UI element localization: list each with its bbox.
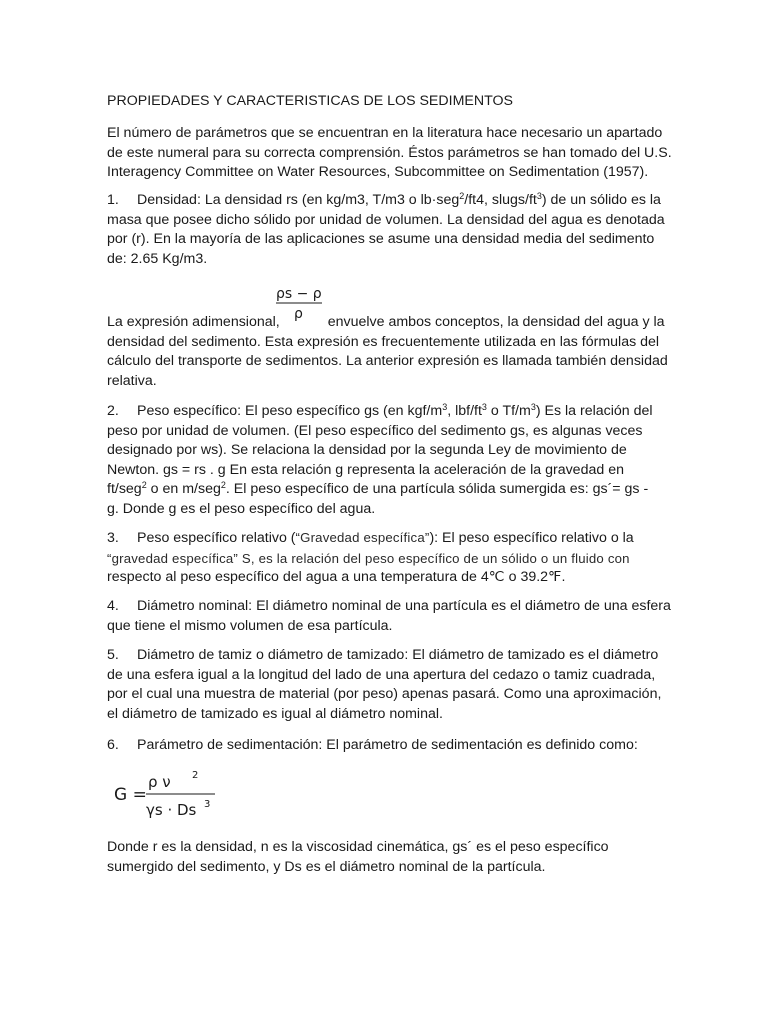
text-line	[107, 528, 667, 549]
text-line	[107, 313, 667, 333]
formula-numerator: ρ ν	[148, 773, 171, 791]
item-number: 1.	[107, 192, 119, 208]
superscript: 2	[141, 480, 147, 490]
text-line: relativa.	[107, 372, 157, 389]
text-line: de una esfera igual a la longitud del lado de una apertura del cedazo o tamiz cuadrada,	[107, 666, 656, 683]
text-line: Newton. gs = rs . g En esta relación g representa la aceleración de la gravedad en	[107, 461, 624, 478]
text-line: sumergido del sedimento, y Ds es el diámetro nominal de la partícula.	[107, 858, 546, 875]
superscript: 3	[530, 402, 536, 412]
formula-lhs: G =	[114, 785, 147, 805]
text-line: de: 2.65 Kg/m3.	[107, 250, 208, 267]
superscript: 3	[481, 402, 487, 412]
text-line	[107, 402, 667, 422]
text-line: respecto al peso específico del agua a una temperatura de 4℃ o 39.2℉.	[107, 569, 566, 585]
text-line	[107, 736, 667, 756]
formula-denominator-exponent: 3	[204, 799, 211, 810]
paragraph-text: envuelve ambos conceptos, la densidad del agua y la	[327, 314, 665, 330]
item-sedimentation-parameter	[107, 736, 667, 756]
item-text: Peso específico relativo (	[137, 530, 296, 546]
item-number: 2.	[107, 403, 119, 419]
item-number: 6.	[107, 737, 119, 753]
text-line: de este numeral para su correcta comprensión. Éstos parámetros se han tomado del U.S.	[107, 144, 672, 161]
paragraph-text: La expresión adimensional,	[107, 314, 280, 330]
text-line: El número de parámetros que se encuentran en la literatura hace necesario un apartado	[107, 125, 663, 141]
item-number: 4.	[107, 598, 119, 614]
item-text: ): El peso específico relativo o la	[429, 530, 634, 546]
text-line: por el cual una muestra de material (por peso) apenas pasará. Como una aproximación,	[107, 686, 662, 702]
item-text: /ft4, slugs/ft	[464, 192, 537, 208]
text-line: por (r). En la mayoría de las aplicaciones se asume una densidad media del sedimento	[107, 231, 655, 247]
item-sieve-diameter	[107, 646, 667, 724]
text-line	[107, 191, 667, 211]
text-line	[107, 480, 667, 500]
item-text: ft/seg	[107, 481, 142, 497]
text-line: cálculo del transporte de sedimentos. La anterior expresión es llamada también densidad	[107, 353, 668, 369]
adimensional-paragraph	[107, 313, 667, 391]
item-text: ) de un sólido es la	[541, 192, 661, 208]
text-line: el diámetro de tamizado es igual al diámetro nominal.	[107, 705, 443, 722]
superscript: 3	[442, 402, 448, 412]
text-line: masa que posee dicho sólido por unidad de volumen. La densidad del agua es denotada	[107, 211, 665, 228]
superscript: 2	[220, 480, 226, 490]
item-relative-specific-weight	[107, 528, 667, 588]
superscript: 2	[459, 191, 465, 201]
closing-paragraph	[107, 838, 667, 877]
item-specific-weight	[107, 402, 667, 519]
item-text: “Gravedad específica”	[295, 530, 430, 545]
item-number: 5.	[107, 647, 119, 663]
item-density	[107, 191, 667, 269]
formula-denominator: γs · Ds	[146, 801, 197, 819]
item-text: o Tf/m	[486, 403, 531, 419]
superscript: 3	[536, 191, 542, 201]
text-line: que tiene el mismo volumen de esa partícula.	[107, 617, 393, 634]
item-text: Densidad: La densidad rs (en kg/m3, T/m3 o lb·seg	[137, 192, 460, 208]
intro-paragraph	[107, 124, 672, 183]
item-text: . El peso específico de una partícula sólida sumergida es: gs´= gs -	[225, 481, 649, 497]
text-line: Donde r es la densidad, n es la viscosidad cinemática, gs´ es el peso específico	[107, 839, 609, 855]
text-line: g. Donde g es el peso específico del agua.	[107, 500, 376, 517]
text-line	[107, 597, 671, 617]
formula-numerator-exponent: 2	[192, 770, 199, 781]
item-text: Peso específico: El peso específico gs (en kgf/m	[137, 403, 443, 419]
fraction-denominator: ρ	[294, 306, 303, 322]
text-line: “gravedad específica” S, es la relación del peso específico de un sólido o un fluido con	[107, 550, 630, 566]
item-text: ) Es la relación del	[535, 403, 653, 419]
document-title: PROPIEDADES Y CARACTERISTICAS DE LOS SEDIMENTOS	[107, 93, 514, 109]
item-text: , lbf/ft	[447, 403, 482, 419]
text-line: designado por ws). Se relaciona la densidad por la segunda Ley de movimiento de	[107, 442, 627, 458]
text-line: Interagency Committee on Water Resources, Subcommittee on Sedimentation (1957).	[107, 164, 649, 180]
item-text: Diámetro de tamiz o diámetro de tamizado: El diámetro de tamizado es el diámetro	[137, 647, 659, 663]
item-nominal-diameter	[107, 597, 671, 636]
item-text: Diámetro nominal: El diámetro nominal de una partícula es el diámetro de una esfera	[137, 598, 671, 614]
item-text: Parámetro de sedimentación: El parámetro de sedimentación es definido como:	[137, 737, 638, 753]
fraction-numerator: ρs − ρ	[276, 286, 322, 302]
text-line: peso por unidad de volumen. (El peso específico del sedimento gs, es algunas veces	[107, 422, 643, 439]
sedimentation-parameter-formula	[112, 765, 222, 827]
item-number: 3.	[107, 530, 119, 546]
text-line	[107, 646, 667, 666]
item-text: o en m/seg	[146, 481, 221, 497]
text-line: densidad del sedimento. Esta expresión es frecuentemente utilizada en las fórmulas del	[107, 333, 660, 350]
